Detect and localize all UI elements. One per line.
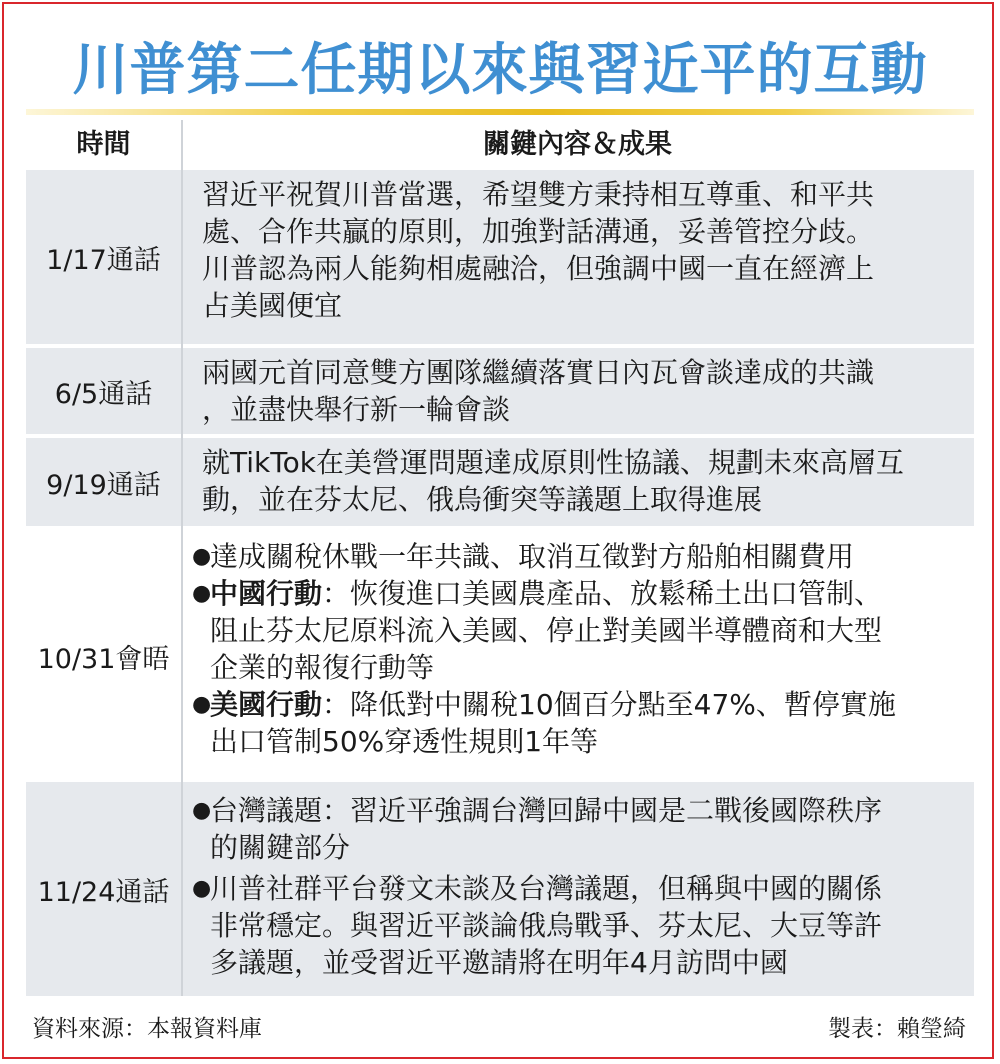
- table-row: [26, 170, 974, 344]
- title-divider: [26, 109, 974, 115]
- content-line: 出口管制50%穿透性規則1年等: [210, 725, 599, 758]
- content-line: 兩國元首同意雙方團隊繼續落實日內瓦會談達成的共識: [202, 356, 875, 389]
- content-line: 企業的報復行動等: [210, 651, 435, 684]
- row-content: [192, 792, 974, 981]
- bullet-item: [192, 870, 974, 981]
- bullet-heading: 中國行動: [210, 577, 323, 610]
- column-header-date: 時間: [76, 129, 131, 160]
- row-date: 1/17通話: [46, 244, 161, 276]
- content-line: 川普認為兩人能夠相處融洽，但強調中國一直在經濟上: [202, 252, 875, 285]
- content-line: 川普社群平台發文未談及台灣議題，但稱與中國的關係: [210, 872, 883, 905]
- content-line: 非常穩定。與習近平談論俄烏戰爭、芬太尼、大豆等許: [210, 909, 883, 942]
- bullet-item: [192, 792, 974, 866]
- row-content: [202, 354, 972, 428]
- bullet-item: [192, 538, 974, 575]
- row-date: 10/31會晤: [37, 643, 170, 675]
- bullet-icon: ●: [192, 544, 212, 569]
- bullet-icon: ●: [192, 581, 212, 606]
- content-line: 多議題，並受習近平邀請將在明年4月訪問中國: [210, 946, 788, 979]
- row-content: [202, 444, 972, 518]
- bullet-icon: ●: [192, 798, 212, 823]
- bullet-item: [192, 686, 974, 760]
- table-row: [26, 348, 974, 434]
- content-line: 阻止芬太尼原料流入美國、停止對美國半導體商和大型: [210, 614, 883, 647]
- content-line: 就TikTok在美營運問題達成原則性協議、規劃未來高層互: [202, 446, 904, 479]
- content-line: 的關鍵部分: [210, 831, 351, 864]
- table-row: [26, 438, 974, 526]
- content-line: ：降低對中關稅10個百分點至47%、暫停實施: [322, 688, 896, 721]
- page-title: 川普第二任期以來與習近平的互動: [72, 38, 928, 103]
- content-line: ：恢復進口美國農產品、放鬆稀土出口管制、: [322, 577, 883, 610]
- content-line: ，並盡快舉行新一輪會談: [202, 393, 511, 426]
- content-line: 動，並在芬太尼、俄烏衝突等議題上取得進展: [202, 483, 763, 516]
- content-line: 處、合作共贏的原則，加強對話溝通，妥善管控分歧。: [202, 215, 875, 248]
- column-divider: [181, 120, 183, 996]
- row-content: [202, 176, 972, 324]
- bullet-item: [192, 575, 974, 686]
- table-row: [26, 532, 974, 780]
- content-line: 台灣議題：習近平強調台灣回歸中國是二戰後國際秩序: [210, 794, 883, 827]
- bullet-heading: 美國行動: [210, 688, 323, 721]
- table-row: [26, 782, 974, 996]
- source-credit: 資料來源：本報資料庫: [32, 1016, 262, 1042]
- author-credit: 製表：賴瑩綺: [828, 1016, 966, 1042]
- content-line: 占美國便宜: [202, 289, 343, 322]
- bullet-icon: ●: [192, 876, 212, 901]
- content-line: 習近平祝賀川普當選，希望雙方秉持相互尊重、和平共: [202, 178, 875, 211]
- column-header-content: 關鍵內容＆成果: [483, 129, 672, 160]
- row-date: 6/5通話: [54, 378, 153, 410]
- row-date: 9/19通話: [46, 469, 161, 501]
- content-line: 達成關稅休戰一年共識、取消互徵對方船舶相關費用: [210, 540, 855, 573]
- row-content: [192, 538, 974, 760]
- row-date: 11/24通話: [37, 876, 170, 908]
- bullet-icon: ●: [192, 692, 212, 717]
